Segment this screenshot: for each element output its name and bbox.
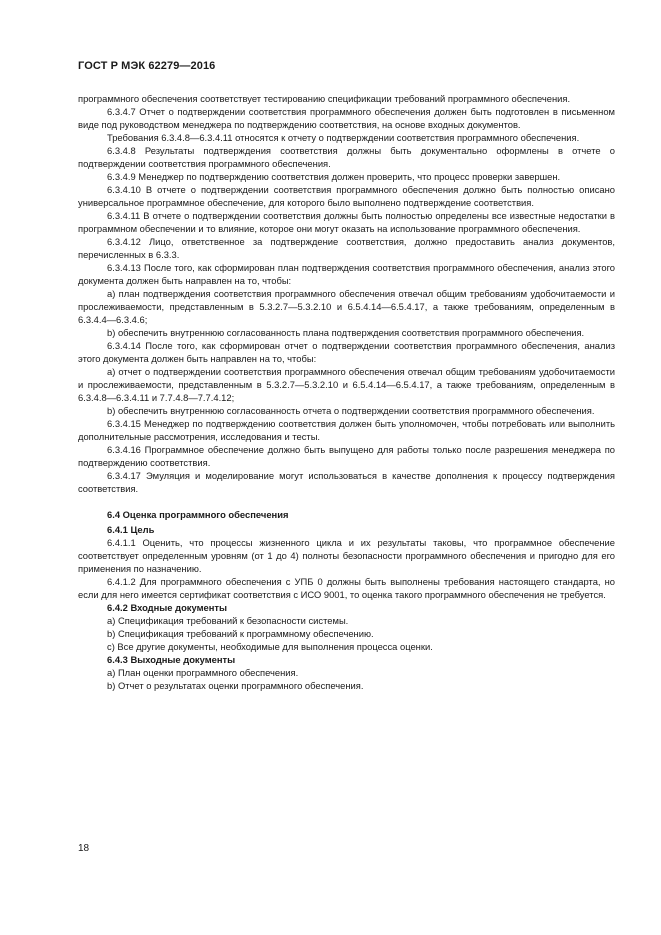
paragraph: программного обеспечения соответствует тестированию спецификации требований программного обеспечения. bbox=[78, 93, 571, 104]
subsection-heading: 6.4.1 Цель bbox=[107, 524, 155, 535]
paragraph: 6.4.1.1 Оценить, что процессы жизненного цикла и их результаты таковы, что программное обеспечение соответствует определенным уровням (от 1 до 4) полноты безопасности программного обеспечения и пригодно для его применения по назначению. bbox=[78, 537, 615, 574]
subsection-heading: 6.4.2 Входные документы bbox=[107, 602, 227, 613]
list-item: a) План оценки программного обеспечения. bbox=[107, 667, 299, 678]
list-item: c) Все другие документы, необходимые для выполнения процесса оценки. bbox=[107, 641, 433, 652]
paragraph: 6.3.4.10 В отчете о подтверждении соответствия программного обеспечения должно быть полностью описано универсальное программное обеспечение, для которого было выполнено подтверждение соответствия. bbox=[78, 184, 615, 208]
page-number: 18 bbox=[78, 843, 90, 854]
paragraph: 6.4.1.2 Для программного обеспечения с УПБ 0 должны быть выполнены требования настоящего стандарта, но если для него имеется сертификат соответствия с ИСО 9001, то оценка такого программного обеспечения не требуется. bbox=[78, 576, 615, 600]
list-item: b) Отчет о результатах оценки программного обеспечения. bbox=[107, 680, 364, 691]
paragraph: Требования 6.3.4.8—6.3.4.11 относятся к отчету о подтверждении соответствия программного обеспечения. bbox=[107, 132, 580, 143]
list-item: a) Спецификация требований к безопасности системы. bbox=[107, 615, 349, 626]
paragraph: 6.3.4.14 После того, как сформирован отчет о подтверждении соответствия программного обеспечения, анализ этого документа должен быть направлен на то, чтобы: bbox=[78, 340, 615, 364]
paragraph: 6.3.4.8 Результаты подтверждения соответствия должны быть документально оформлены в отчете о подтверждении соответствия программного обеспечения. bbox=[78, 145, 615, 169]
section-heading: 6.4 Оценка программного обеспечения bbox=[107, 509, 289, 520]
paragraph: b) обеспечить внутреннюю согласованность отчета о подтверждении соответствия программного обеспечения. bbox=[107, 405, 595, 416]
paragraph: a) отчет о подтверждении соответствия программного обеспечения отвечал общим требованиям удобочитаемости и прослеживаемости, представленным в 5.3.2.7—5.3.2.10 и 6.5.4.14—6.5.4.17, а также требованиям, определенным в 6.3.4.8—6.3.4.11 и 7.7.4.8—7.7.4.12; bbox=[78, 366, 615, 403]
document-header: ГОСТ Р МЭК 62279—2016 bbox=[78, 60, 216, 72]
paragraph: b) обеспечить внутреннюю согласованность плана подтверждения соответствия программного обеспечения. bbox=[107, 327, 585, 338]
paragraph: 6.3.4.16 Программное обеспечение должно быть выпущено для работы только после разрешения менеджера по подтверждению соответствия. bbox=[78, 444, 615, 468]
paragraph: a) план подтверждения соответствия программного обеспечения отвечал общим требованиям удобочитаемости и прослеживаемости, представленным в 5.3.2.7—5.3.2.10 и 6.5.4.14—6.5.4.17, а также требованиям, определенным в 6.3.4.4—6.3.4.6; bbox=[78, 288, 615, 325]
paragraph: 6.3.4.11 В отчете о подтверждении соответствия должны быть полностью определены все известные недостатки в программном обеспечении и то влияние, которое они могут оказать на использование программного обеспечения. bbox=[78, 210, 615, 234]
paragraph: 6.3.4.12 Лицо, ответственное за подтверждение соответствия, должно предоставить анализ документов, перечисленных в 6.3.3. bbox=[78, 236, 615, 260]
paragraph: 6.3.4.17 Эмуляция и моделирование могут использоваться в качестве дополнения к процессу подтверждения соответствия. bbox=[78, 470, 615, 494]
subsection-heading: 6.4.3 Выходные документы bbox=[107, 654, 236, 665]
paragraph: 6.3.4.7 Отчет о подтверждении соответствия программного обеспечения должен быть подготовлен в письменном виде под руководством менеджера по подтверждению соответствия, на основе входных документов. bbox=[78, 106, 615, 130]
paragraph: 6.3.4.13 После того, как сформирован план подтверждения соответствия программного обеспечения, анализ этого документа должен быть направлен на то, чтобы: bbox=[78, 262, 615, 286]
paragraph: 6.3.4.9 Менеджер по подтверждению соответствия должен проверить, что процесс проверки завершен. bbox=[107, 171, 561, 182]
list-item: b) Спецификация требований к программному обеспечению. bbox=[107, 628, 374, 639]
document-body bbox=[78, 92, 615, 692]
paragraph: 6.3.4.15 Менеджер по подтверждению соответствия должен быть уполномочен, чтобы потребовать или выполнить дополнительные рассмотрения, исследования и тесты. bbox=[78, 418, 615, 442]
